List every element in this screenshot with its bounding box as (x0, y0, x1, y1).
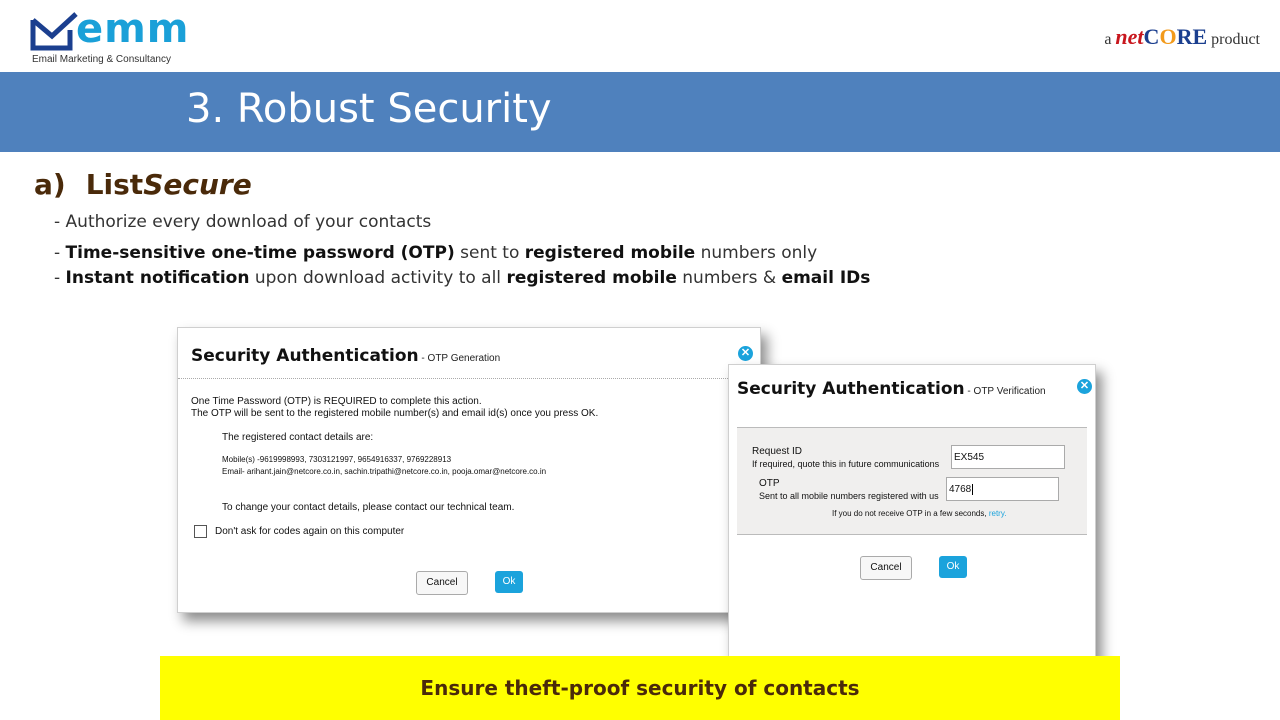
dialog-title: Security Authentication - OTP Verification (737, 379, 1046, 399)
section-heading (34, 168, 252, 201)
partner-net: net (1115, 24, 1144, 49)
otp-verification-dialog (728, 364, 1096, 666)
remember-checkbox-label: Don't ask for codes again on this computer (215, 526, 405, 537)
bullet-1: - Authorize every download of your contacts (54, 212, 432, 232)
remember-checkbox[interactable] (194, 525, 207, 538)
banner-text: Ensure theft-proof security of contacts (420, 676, 860, 700)
otp-field[interactable]: 4768 (946, 477, 1059, 501)
partner-prefix: a (1104, 31, 1112, 48)
logo-text: emm (76, 6, 190, 52)
request-id-hint: If required, quote this in future communications (752, 459, 940, 469)
section-name-plain: List (85, 168, 144, 201)
bullet-2: - Time-sensitive one-time password (OTP) sent to registered mobile numbers only (54, 243, 818, 263)
otp-hint: Sent to all mobile numbers registered with us (759, 491, 939, 501)
netcore-logo (1104, 24, 1260, 50)
otp-generation-dialog (177, 327, 761, 613)
otp-required-text: One Time Password (OTP) is REQUIRED to complete this action. (191, 396, 482, 407)
change-contact-note: To change your contact details, please contact our technical team. (222, 502, 515, 513)
otp-label: OTP (759, 478, 780, 489)
bullet-3: - Instant notification upon download activity to all registered mobile numbers & email IDs (54, 268, 871, 288)
request-id-label: Request ID (752, 446, 803, 457)
section-name-italic: Secure (143, 168, 252, 201)
request-id-field[interactable]: EX545 (951, 445, 1065, 469)
title-band (0, 72, 1280, 152)
mobile-numbers: Mobile(s) -9619998993, 7303121997, 9654916337, 9769228913 (222, 455, 452, 464)
bullet-list (54, 212, 870, 293)
cancel-button[interactable]: Cancel (416, 571, 468, 595)
verification-panel (737, 427, 1087, 535)
logo-tagline: Email Marketing & Consultancy (32, 54, 171, 65)
contact-heading: The registered contact details are: (222, 432, 374, 443)
partner-core: CORE (1143, 24, 1208, 49)
highlight-banner (160, 656, 1120, 720)
ok-button[interactable]: Ok (939, 556, 967, 578)
close-icon[interactable]: ✕ (738, 346, 753, 361)
cancel-button[interactable]: Cancel (860, 556, 912, 580)
retry-link[interactable]: retry. (988, 509, 1007, 518)
page-title: 3. Robust Security (186, 86, 552, 132)
dialog-title: Security Authentication - OTP Generation (191, 346, 501, 366)
close-icon[interactable]: ✕ (1077, 379, 1092, 394)
envelope-check-icon (30, 12, 78, 52)
section-number: a) (34, 168, 66, 201)
otp-sent-text: The OTP will be sent to the registered mobile number(s) and email id(s) once you press OK. (191, 408, 599, 419)
email-ids: Email- arihant.jain@netcore.co.in, sachin.tripathi@netcore.co.in, pooja.omar@netcore.co.in (222, 467, 547, 476)
divider (178, 378, 760, 379)
emm-logo (30, 6, 190, 68)
partner-suffix: product (1211, 31, 1260, 48)
retry-note: If you do not receive OTP in a few seconds, retry. (832, 509, 1007, 518)
ok-button[interactable]: Ok (495, 571, 523, 593)
